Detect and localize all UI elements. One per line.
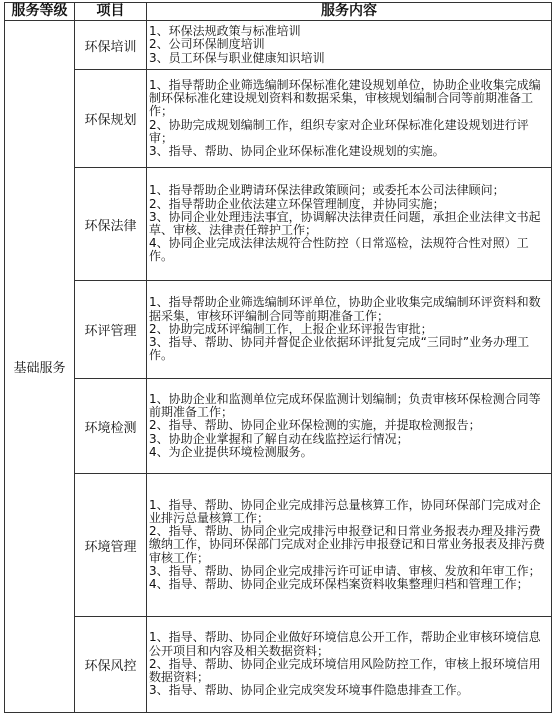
- content-cell: [147, 70, 552, 168]
- content-line: 4、协同企业完成法律法规符合性防控（日常巡检，法规符合性对照）工作。: [149, 236, 529, 264]
- content-cell: [147, 168, 552, 281]
- content-line: 2、协助完成环评编制工作，上报企业环评报告审批；: [149, 321, 433, 336]
- service-level-cell: 基础服务: [5, 21, 75, 713]
- content-line: 3、指导、帮助、协同企业完成排污许可证申请、审核、发放和年审工作；: [149, 563, 541, 578]
- content-cell: [147, 379, 552, 474]
- content-line: 1、协助企业和监测单位完成环保监测计划编制；负责审核环保检测合同等前期准备工作；: [149, 391, 541, 420]
- item-cell: 环评管理: [75, 281, 147, 379]
- table-row: [5, 379, 552, 474]
- item-cell: 环保风控: [75, 617, 147, 713]
- content-cell: [147, 281, 552, 379]
- content-cell: [147, 617, 552, 713]
- item-cell: 环保规划: [75, 70, 147, 168]
- table-row: [5, 617, 552, 713]
- content-line: 1、指导、帮助、协同企业完成排污总量核算工作，协同环保部门完成对企业排污总量核算工作；: [149, 497, 541, 525]
- content-line: 1、指导帮助企业筛选编制环保标准化建设规划单位，协助企业收集完成编制环保标准化建设规划资料和数据采集，审核规划编制合同等前期准备工作；: [149, 77, 541, 119]
- header-row: [5, 3, 552, 21]
- header-item: 项目: [75, 3, 147, 21]
- table-row: [5, 70, 552, 168]
- table-row: [5, 281, 552, 379]
- content-line: 3、协助企业掌握和了解自动在线监控运行情况；: [149, 431, 409, 446]
- content-line: 4、指导、帮助、协同企业完成环保档案资料收集整理归档和管理工作；: [149, 577, 529, 591]
- content-line: 3、指导、帮助、协同企业完成突发环境事件隐患排查工作。: [149, 683, 469, 698]
- content-line: 2、指导、帮助、协同企业完成排污申报登记和日常业务报表办理及排污费缴纳工作，协同环保部门完成对企业排污申报登记和日常业务报表及排污费审核工作；: [149, 524, 546, 565]
- content-line: 1、指导帮助企业筛选编制环评单位，协助企业收集完成编制环评资料和数据采集，审核环评编制合同等前期准备工作；: [149, 295, 541, 323]
- content-line: 3、指导、帮助、协同并督促企业依据环评批复完成“三同时”业务办理工作。: [149, 335, 530, 363]
- content-line: 3、指导、帮助、协同企业环保标准化建设规划的实施。: [149, 143, 445, 158]
- content-line: 3、员工环保与职业健康知识培训: [149, 50, 325, 65]
- item-cell: 环境检测: [75, 379, 147, 474]
- content-cell: [147, 21, 552, 70]
- content-line: 2、指导帮助企业依法建立环保管理制度，并协同实施；: [149, 196, 445, 211]
- content-line: 2、指导、帮助、协同企业环保检测的实施，并提取检测报告；: [149, 418, 481, 433]
- content-line: 1、环保法规政策与标准培训: [149, 24, 301, 39]
- table-row: [5, 21, 552, 70]
- content-line: 1、指导帮助企业聘请环保法律政策顾问；或委托本公司法律顾问；: [149, 183, 505, 198]
- header-service-level: 服务等级: [5, 3, 75, 21]
- content-line: 3、协同企业处理违法事宜，协调解决法律责任问题，承担企业法律文书起草、审核、法律责任辩护工作；: [149, 209, 541, 237]
- content-line: 2、指导、帮助、协同企业完成环境信用风险防控工作，审核上报环境信用数据资料；: [149, 656, 541, 685]
- item-cell: 环境管理: [75, 474, 147, 617]
- table-row: [5, 168, 552, 281]
- content-line: 2、协助完成规划编制工作，组织专家对企业环保标准化建设规划进行评审；: [149, 117, 529, 145]
- item-cell: 环保培训: [75, 21, 147, 70]
- service-table: [4, 2, 552, 713]
- content-line: 4、为企业提供环境检测服务。: [149, 444, 313, 459]
- table-body: [5, 21, 552, 713]
- content-line: 2、公司环保制度培训: [149, 37, 265, 52]
- table-row: [5, 474, 552, 617]
- table-header: [5, 3, 552, 21]
- content-line: 1、指导、帮助、协同企业做好环境信息公开工作，帮助企业审核环境信息公开项目和内容及相关数据资料；: [149, 630, 541, 658]
- content-cell: [147, 474, 552, 617]
- header-service-content: 服务内容: [147, 3, 552, 21]
- item-cell: 环保法律: [75, 168, 147, 281]
